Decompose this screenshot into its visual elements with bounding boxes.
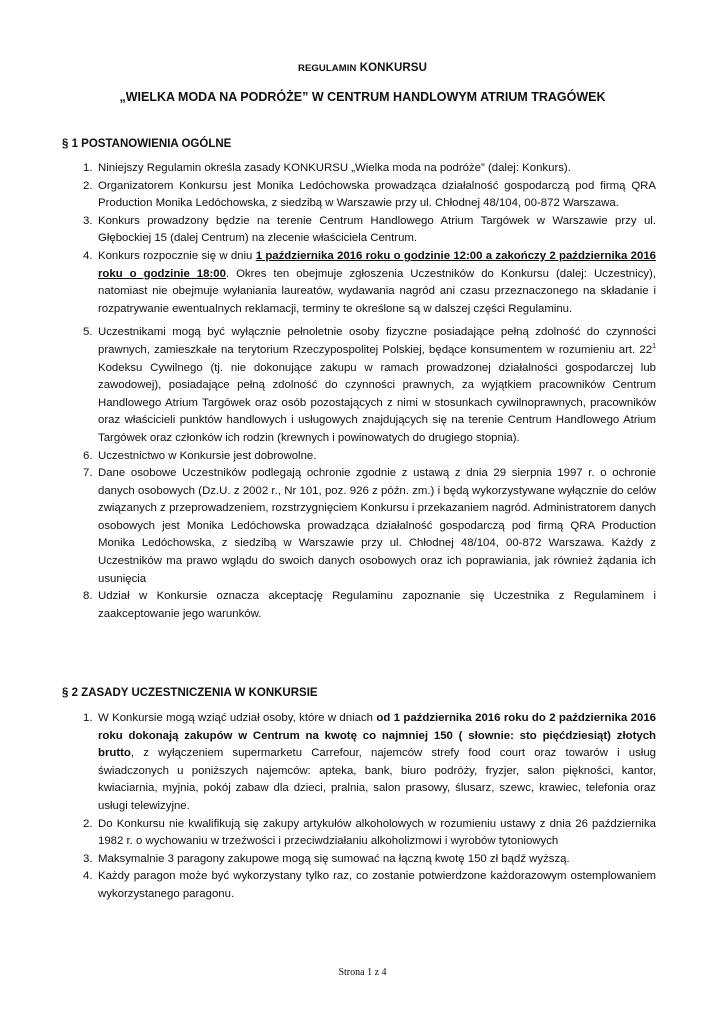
item-number: 7. — [83, 467, 93, 480]
list-item — [62, 710, 656, 816]
item-text: Konkurs prowadzony będzie na terenie Centrum Handlowego Atrium Targówek w Warszawie przy ul. Głębockiej 15 (dalej Centrum) na zlecenie właściciela Centrum. — [98, 214, 656, 245]
item-number: 2. — [83, 179, 93, 192]
item-text: Do Konkursu nie kwalifikują się zakupy artykułów alkoholowych w rozumieniu ustawy z dnia 26 października 1982 r. o wychowaniu w trzeźwości i przeciwdziałaniu alkoholizmowi i wyrobów tytoniowych — [98, 817, 656, 848]
superscript: 1 — [652, 343, 656, 351]
item-text: Uczestnictwo w Konkursie jest dobrowolne. — [98, 449, 317, 462]
item-text — [98, 324, 656, 447]
item-text-start: Uczestnikami mogą być wyłącznie pełnoletnie osoby fizyczne posiadające pełną zdolność do czynności prawnych, zamieszkałe na terytorium Rzeczypospolitej Polskiej, będące konsumentem w rozumieniu art. 22 — [98, 326, 656, 356]
list-item — [62, 448, 656, 466]
contest-dates: 1 października 2016 roku o godzinie 12:00 a zakończy 2 października 2016 roku o godzinie 18:00 — [98, 249, 656, 280]
item-number: 8. — [83, 590, 93, 603]
item-text-start: Konkurs rozpocznie się w dniu — [98, 249, 256, 262]
item-text: Udział w Konkursie oznacza akceptację Regulaminu zapoznanie się Uczestnika z Regulaminem i zaakceptowanie jego warunków. — [98, 590, 656, 620]
item-number: 2. — [83, 817, 93, 830]
list-item — [62, 851, 656, 869]
list-item — [62, 324, 656, 447]
item-text — [98, 710, 656, 816]
item-text: Każdy paragon może być wykorzystany tylko raz, co zostanie potwierdzone każdorazowym ostemplowaniem wykorzystanego paragonu. — [98, 870, 656, 900]
page-number: Strona 1 z 4 — [338, 967, 387, 978]
title-prefix: REGULAMIN — [298, 63, 357, 74]
list-item — [62, 248, 656, 318]
list-item — [62, 160, 656, 178]
item-text: Dane osobowe Uczestników podlegają ochronie zgodnie z ustawą z dnia 29 sierpnia 1997 r. o ochronie danych osobowych (Dz.U. z 2002 r., Nr 101, poz. 926 z późn. zm.) i będą wykorzystywane wyłącznie do celów związanych z przeprowadzeniem, rozstrzygnięciem Konkursu i przekazaniem nagród. Administratorem danych osobowych jest Monika Ledóchowska prowadząca działalność gospodarczą pod firmą QRA Production Monika Ledóchowska, z siedzibą w Warszawie przy ul. Chłodnej 48/104, 00-872 Warszawa. Każdy z Uczestników ma prawo wglądu do swoich danych osobowych oraz ich poprawiania, jak również żądania ich usunięcia — [98, 467, 656, 585]
item-text: Maksymalnie 3 paragony zakupowe mogą się sumować na łączną kwotę 150 zł bądź wyższą. — [98, 852, 570, 865]
list-item — [62, 178, 656, 213]
item-text-end: Kodeksu Cywilnego (tj. nie dokonujące zakupu w ramach prowadzonej działalności gospodarczej lub zawodowej), posiadające pełną zdolność do czynności prawnych, za wyjątkiem pracowników Centrum Handlowego Atrium Targówek oraz osób pozostających z nimi w stosunkach cywilnoprawnych, pracowników oraz właścicieli punktów handlowych i usługowych znajdujących się na terenie Centrum Handlowego Atrium Targówek oraz członków ich rodzin (krewnych i powinowatych do drugiego stopnia). — [98, 361, 656, 444]
item-number: 1. — [83, 712, 93, 724]
item-number: 3. — [83, 852, 93, 865]
item-text-end: . Okres ten obejmuje zgłoszenia Uczestników do Konkursu (dalej: Uczestnicy), natomiast nie obejmuje wyłaniania laureatów, wydawania nagród ani czasu przeznaczonego na składanie i rozpatrywanie ewentualnych reklamacji, terminy te określone są w dalszej części Regulaminu. — [98, 267, 656, 315]
section2-list — [62, 710, 656, 904]
title-main: KONKURSU — [359, 62, 427, 74]
item-text: Niniejszy Regulamin określa zasady KONKURSU „Wielka moda na podróże” (dalej: Konkurs). — [98, 162, 571, 174]
section1-list — [62, 160, 656, 623]
item-number: 5. — [83, 326, 93, 339]
item-number: 1. — [83, 162, 93, 174]
item-number: 6. — [83, 449, 93, 462]
item-text — [98, 248, 656, 318]
item-text-end: , z wyłączeniem supermarketu Carrefour, najemców strefy food court oraz towarów i usług świadczonych u poniższych najemców: apteka, bank, biuro podróży, fryzjer, salon piękności, kantor, kwiaciarnia, myjnia, pokój zabaw dla dzieci, pralnia, salon prasowy, ślusarz, szewc, krawiec, telefonia oraz usługi telewizyjne. — [98, 747, 656, 812]
section1-heading: § 1 POSTANOWIENIA OGÓLNE — [62, 138, 232, 150]
document-title — [0, 62, 725, 74]
list-item — [62, 588, 656, 623]
section2-heading: § 2 ZASADY UCZESTNICZENIA W KONKURSIE — [62, 687, 318, 699]
list-item — [62, 465, 656, 588]
list-item — [62, 816, 656, 851]
item-number: 4. — [83, 870, 93, 883]
item-text-start: W Konkursie mogą wziąć udział osoby, które w dniach — [98, 712, 377, 724]
list-item — [62, 213, 656, 248]
purchase-condition: od 1 października 2016 roku do 2 października 2016 roku dokonają zakupów w Centrum na kwotę co najmniej 150 ( słownie: sto pięćdziesiąt) złotych brutto — [98, 712, 656, 760]
item-number: 3. — [83, 214, 93, 227]
list-item — [62, 868, 656, 903]
item-text: Organizatorem Konkursu jest Monika Ledóchowska prowadząca działalność gospodarczą pod firmą QRA Production Monika Ledóchowska, z siedzibą w Warszawie przy ul. Chłodnej 48/104, 00-872 Warszawa. — [98, 179, 656, 210]
document-subtitle: „WIELKA MODA NA PODRÓŻE” W CENTRUM HANDLOWYM ATRIUM TRAGÓWEK — [119, 90, 606, 104]
item-number: 4. — [83, 249, 93, 262]
